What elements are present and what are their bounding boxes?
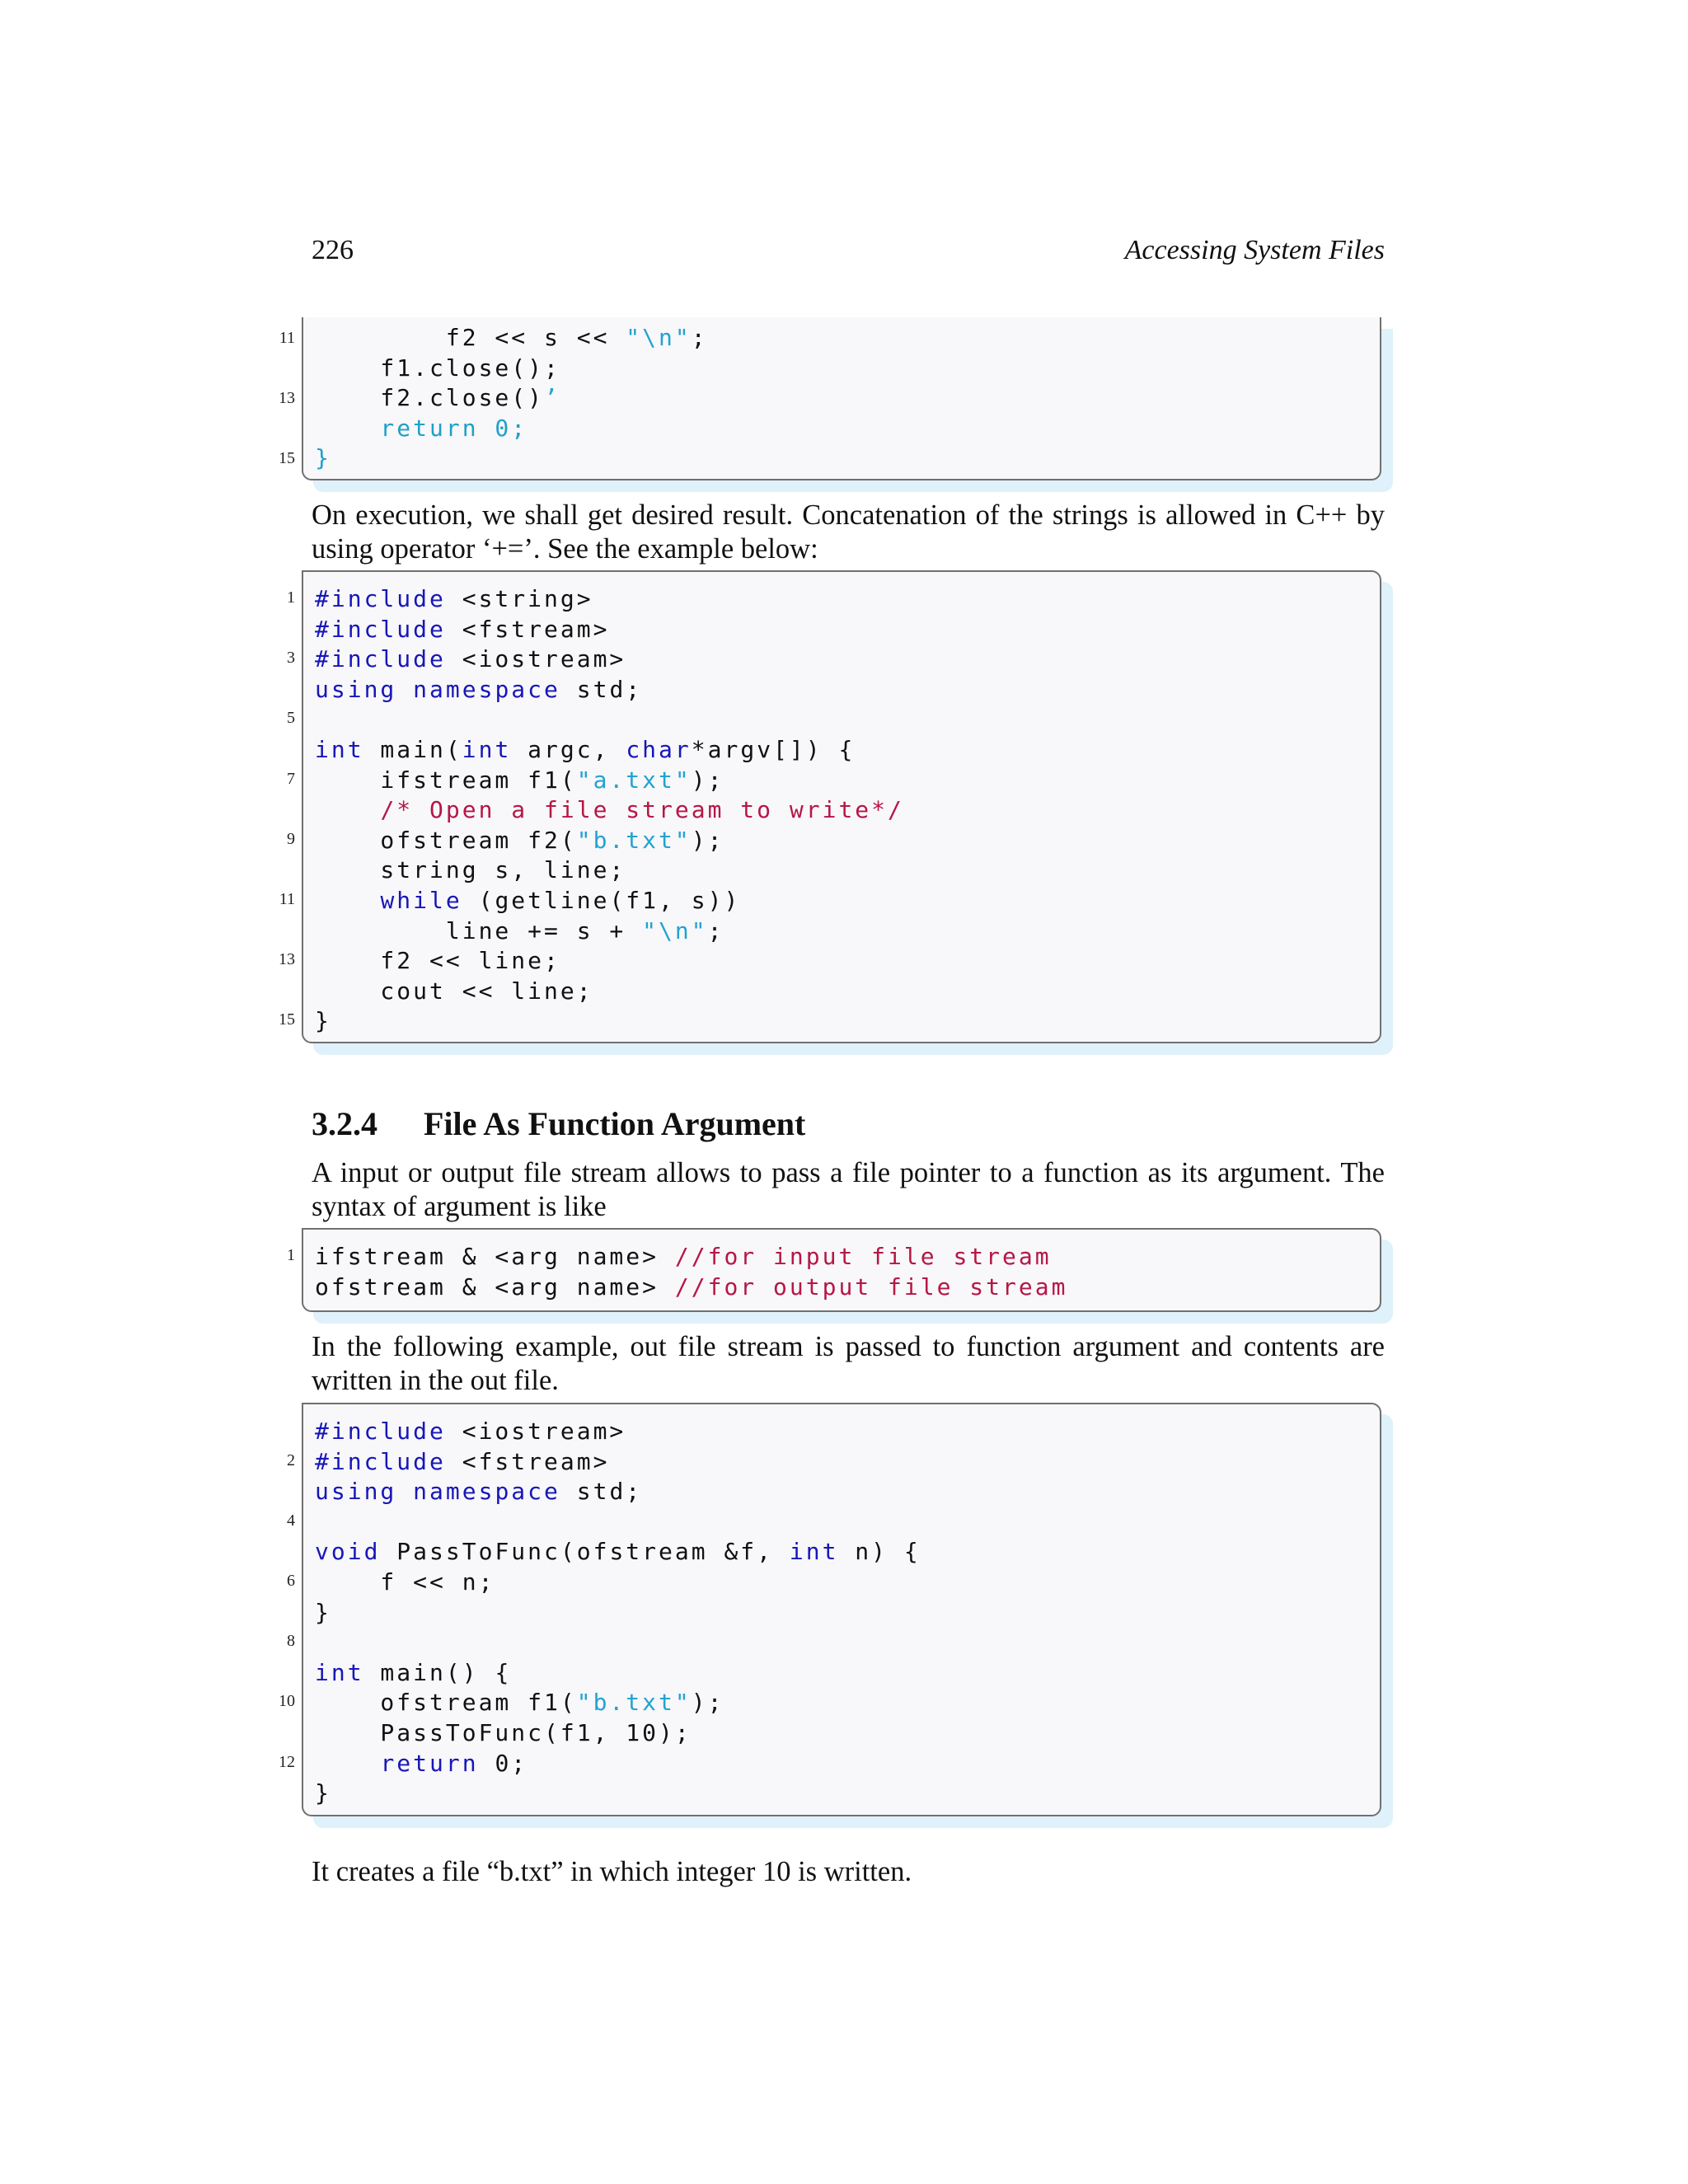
code-token: #include [315, 615, 446, 643]
line-number: 15 [279, 449, 295, 468]
code-token: while [380, 887, 462, 914]
code-token: <iostream> [445, 1418, 626, 1445]
code-token: f1.close(); [315, 354, 560, 382]
code-line [315, 353, 560, 383]
code-token: } [315, 1779, 331, 1807]
line-number: 6 [287, 1572, 295, 1590]
code-token: n) { [838, 1538, 921, 1566]
line-number: 12 [279, 1752, 295, 1771]
code-line [315, 825, 724, 855]
paragraph-file-argument: A input or output file stream allows to pass a file pointer to a function as its argument. The syntax of argument is like [312, 1157, 1385, 1222]
section-heading [312, 1104, 805, 1143]
code-token: ofstream & <arg name> [315, 1272, 675, 1301]
code-token: cout << line; [315, 977, 593, 1005]
code-token: #include [315, 585, 446, 612]
code-token: ifstream f1( [315, 766, 577, 794]
code-token: #include [315, 645, 446, 673]
page-number: 226 [312, 235, 354, 265]
code-token: namespace [413, 1478, 560, 1506]
line-number: 5 [287, 709, 295, 728]
code-line [315, 1597, 331, 1628]
code-token: ; [707, 916, 724, 944]
code-token: line += s + [315, 916, 643, 944]
code-token: char [626, 736, 692, 763]
code-line [315, 1536, 921, 1567]
code-token: ifstream & <arg name> [315, 1243, 675, 1270]
code-line [315, 794, 904, 825]
code-token: /* Open a file stream to write*/ [380, 796, 904, 824]
code-token: f2 << s << [315, 324, 626, 351]
code-token: //for output file stream [674, 1272, 1068, 1301]
code-token: "b.txt" [576, 1689, 692, 1717]
code-line [315, 945, 560, 976]
code-token: } [315, 1598, 331, 1626]
code-token: std; [560, 675, 643, 703]
code-token: ); [691, 826, 724, 854]
code-line [315, 1476, 642, 1507]
code-line [315, 1567, 495, 1597]
code-line [315, 1446, 609, 1477]
code-line [315, 855, 626, 885]
code-token: namespace [413, 675, 560, 703]
code-token [315, 1750, 380, 1777]
code-token [396, 1478, 413, 1505]
code-line [315, 382, 560, 413]
code-token: "a.txt" [576, 766, 692, 794]
code-token: int [315, 736, 364, 763]
code-token: "\n" [642, 916, 708, 944]
line-number: 11 [279, 329, 295, 347]
line-number: 13 [279, 950, 295, 969]
code-token: <fstream> [445, 615, 610, 643]
code-token: ofstream f1( [315, 1689, 577, 1717]
code-listing-concatenation [302, 570, 1381, 1043]
code-line [315, 614, 609, 644]
code-token: argc, [511, 736, 626, 763]
line-number: 1 [287, 588, 295, 607]
code-line [315, 644, 626, 674]
code-line [315, 734, 855, 765]
line-number: 13 [279, 389, 295, 408]
code-line [315, 322, 708, 353]
code-token: f2 << line; [315, 947, 560, 975]
code-line [315, 1778, 331, 1808]
code-token: (getline(f1, s)) [462, 887, 741, 914]
code-token: <iostream> [445, 645, 626, 673]
code-line [315, 1657, 511, 1688]
code-token: #include [315, 1447, 446, 1475]
code-token: ’ [544, 384, 560, 412]
code-token: PassToFunc(f1, 10); [315, 1719, 692, 1746]
code-token: using [315, 675, 397, 703]
code-token: int [315, 1658, 364, 1686]
code-token: using [315, 1478, 397, 1506]
code-token: <string> [445, 585, 593, 612]
code-line [315, 1718, 692, 1748]
code-token: return 0; [315, 414, 528, 442]
code-line [315, 976, 593, 1006]
line-number: 15 [279, 1010, 295, 1029]
code-line [315, 413, 528, 443]
line-number: 11 [279, 890, 295, 908]
code-token: string s, line; [315, 856, 626, 884]
code-line [315, 1241, 1052, 1272]
code-token [396, 676, 413, 703]
line-number: 2 [287, 1451, 295, 1469]
line-number: 9 [287, 829, 295, 848]
code-line [315, 1005, 331, 1036]
code-line [315, 443, 331, 473]
code-line [315, 674, 642, 705]
page-header [312, 235, 1385, 271]
code-token: "\n" [626, 324, 692, 351]
code-listing-syntax [302, 1228, 1381, 1312]
code-token: 0; [478, 1749, 528, 1777]
code-token: ; [691, 324, 708, 351]
line-number: 10 [279, 1692, 295, 1711]
code-line [315, 916, 724, 946]
line-number: 3 [287, 649, 295, 668]
code-token: ofstream f2( [315, 826, 577, 854]
code-token: int [789, 1538, 839, 1566]
code-token: main() { [363, 1658, 512, 1686]
code-listing-continued [302, 317, 1381, 480]
section-title-text: File As Function Argument [424, 1105, 806, 1142]
paragraph-example-intro: In the following example, out file stream is passed to function argument and contents are written in the out file. [312, 1331, 1385, 1396]
paragraph-concatenation: On execution, we shall get desired result. Concatenation of the strings is allowed in C++ by using operator ‘+=’. See the example below: [312, 499, 1385, 565]
line-number: 4 [287, 1511, 295, 1530]
code-line [315, 765, 724, 795]
running-title: Accessing System Files [1124, 235, 1385, 265]
code-line [315, 1687, 724, 1718]
code-listing-pass-to-func [302, 1403, 1381, 1816]
code-line [315, 1748, 528, 1779]
code-line [315, 1272, 1067, 1302]
code-token: <fstream> [445, 1447, 610, 1475]
code-token: ); [691, 766, 724, 794]
code-token: } [315, 444, 331, 472]
code-token: //for input file stream [674, 1243, 1052, 1270]
code-token: ); [691, 1689, 724, 1717]
code-token: std; [560, 1478, 643, 1506]
code-token: return [380, 1749, 479, 1777]
code-token: int [462, 736, 512, 763]
code-token: "b.txt" [576, 826, 692, 854]
line-number: 8 [287, 1632, 295, 1651]
code-line [315, 1416, 626, 1446]
section-number: 3.2.4 [312, 1105, 377, 1142]
code-token: f << n; [315, 1568, 495, 1596]
code-token: void [315, 1538, 381, 1566]
code-token: *argv[]) { [691, 736, 856, 763]
code-token: f2.close() [315, 384, 545, 412]
paragraph-result: It creates a file “b.txt” in which integer 10 is written. [312, 1856, 912, 1887]
line-number: 7 [287, 769, 295, 788]
code-line [315, 885, 740, 916]
code-token: PassToFunc(ofstream &f, [380, 1538, 790, 1566]
code-line [315, 583, 593, 614]
code-token: #include [315, 1418, 446, 1445]
line-number: 1 [287, 1246, 295, 1264]
code-token [315, 887, 380, 914]
code-token: main( [363, 736, 462, 763]
code-token: } [315, 1007, 331, 1035]
code-token [315, 796, 380, 823]
